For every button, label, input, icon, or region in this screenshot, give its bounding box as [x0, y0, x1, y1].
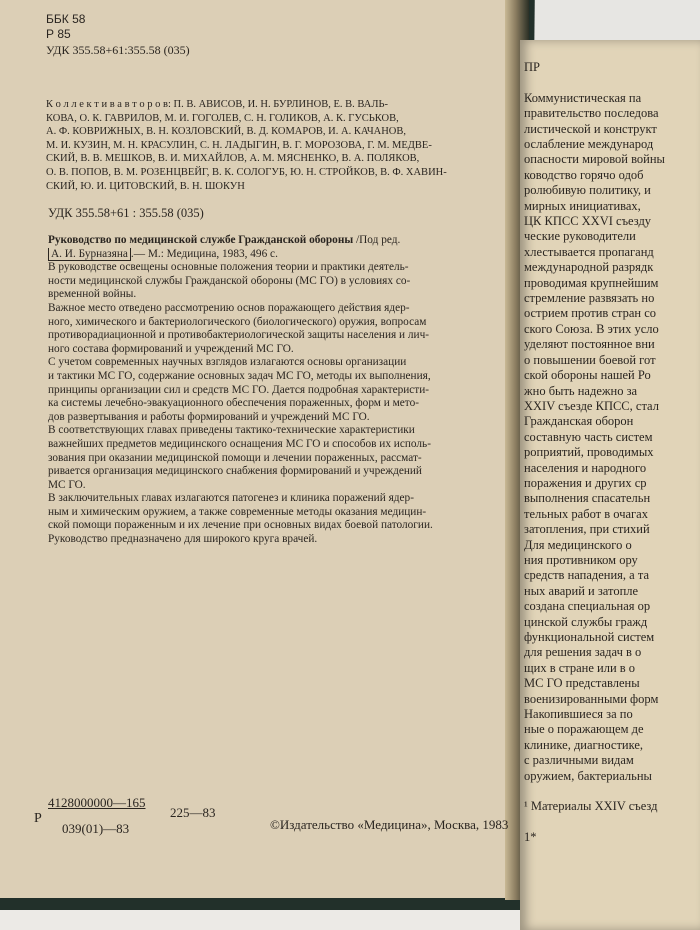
body-line: В соответствующих главах приведены тактико-технические характеристики	[48, 424, 415, 437]
right-page-line: создана специальная ор	[524, 599, 651, 614]
right-page-line: роприятий, проводимых	[524, 445, 654, 460]
authors-block	[46, 98, 496, 193]
code-tail: 225—83	[170, 805, 216, 820]
body-line: ривается организация медицинского снабжения формирований и учреждений	[48, 465, 422, 478]
body-line: зования при оказании медицинской помощи и лечении пораженных, рассмат-	[48, 451, 422, 464]
right-page-line: МС ГО представлены	[524, 676, 640, 691]
right-page-line: выполнения спасательн	[524, 491, 651, 506]
authors-line: КОВА, О. К. ГАВРИЛОВ, М. И. ГОГОЛЕВ, С. Н. ГОЛИКОВ, А. К. ГУСЬКОВ,	[46, 112, 399, 124]
right-page-line: Коммунистическая па	[524, 90, 642, 105]
right-page-line: мирных инициативах,	[524, 198, 641, 213]
right-page-line: ных аварий и затопле	[524, 583, 639, 598]
udk-top: УДК 355.58+61:355.58 (035)	[46, 43, 190, 57]
right-page-line: функциональной систем	[524, 630, 655, 645]
copyright-line: ©Издательство «Медицина», Москва, 1983	[270, 817, 509, 832]
code-numerator: 4128000000—165	[48, 795, 146, 810]
body-line: ности медицинской службы Гражданской обороны (МС ГО) в условиях со-	[48, 274, 411, 287]
right-page-line: клинике, диагностике,	[524, 737, 644, 752]
right-page-line: уделяют постоянное вни	[524, 337, 655, 352]
body-line: ного, химического и бактериологического (биологического) оружия, вопросам	[48, 315, 427, 328]
right-page-line	[524, 75, 700, 90]
right-page-line: ролюбивую политику, и	[524, 183, 651, 198]
right-page-line: ¹ Материалы XXIV съезд	[524, 799, 658, 814]
right-page-line: ния противником ору	[524, 552, 638, 567]
right-page-line: средств нападения, а та	[524, 568, 650, 583]
right-page-line: Накопившиеся за по	[524, 707, 633, 722]
right-page-line: ководство горячо одоб	[524, 167, 644, 182]
authors-line: К о л л е к т и в а в т о р о в: П. В. АВИСОВ, И. Н. БУРЛИНОВ, Е. В. ВАЛЬ-	[46, 99, 389, 110]
body-line: дов развертывания и работы формирований и учреждений МС ГО.	[48, 410, 370, 423]
body-line: принципы организации сил и средств МС ГО. Дается подробная характеристи-	[48, 383, 430, 396]
authors-line: А. Ф. КОВРИЖНЫХ, В. Н. КОЗЛОВСКИЙ, В. Д. КОМАРОВ, И. А. КАЧАНОВ,	[46, 126, 407, 138]
title-line	[48, 234, 498, 248]
right-page-line: о повышении боевой гот	[524, 352, 656, 367]
right-page-line: 1*	[524, 830, 537, 845]
right-page-line: ные о поражающем де	[524, 722, 644, 737]
body-line: Важное место отведено рассмотрению основ поражающего действия ядер-	[48, 301, 410, 314]
right-page-line: международной разрядк	[524, 260, 654, 275]
editor-name: А. И. Бурназяна	[48, 248, 131, 261]
body-line: В заключительных главах излагаются патогенез и клиника поражений ядер-	[48, 492, 414, 505]
right-page-line: ческие руководители	[524, 229, 636, 244]
code-denominator: 039(01)—83	[62, 821, 130, 836]
body-line: ного состава формирований и учреждений МС ГО.	[48, 342, 294, 355]
right-page-line: для решения задач в о	[524, 645, 642, 660]
right-page-line: составную часть систем	[524, 429, 653, 444]
right-page-text	[524, 60, 700, 846]
authors-line: СКИЙ, Ю. И. ЦИТОВСКИЙ, В. Н. ШОКУН	[46, 180, 245, 192]
authors-line: СКИЙ, В. В. МЕШКОВ, В. И. МИХАЙЛОВ, А. М. МЯСНЕНКО, В. А. ПОЛЯКОВ,	[46, 153, 420, 165]
right-page-line: XXIV съезде КПСС, стал	[524, 398, 659, 413]
body-line: В руководстве освещены основные положения теории и практики деятель-	[48, 261, 409, 274]
body-line: и тактики МС ГО, содержание основных задач МС ГО, методы их выполнения,	[48, 369, 431, 382]
right-page-line: проводимая крупнейшим	[524, 275, 659, 290]
bbk-code: ББК 58	[46, 12, 86, 26]
right-page-line: поражения и других ср	[524, 475, 647, 490]
right-page-line: с различными видам	[524, 753, 634, 768]
right-page-line: оружием, бактериальны	[524, 768, 652, 783]
body-lines	[48, 261, 498, 546]
right-page-line: ской обороны нашей Ро	[524, 368, 651, 383]
authors-line: О. В. ПОПОВ, В. М. РОЗЕНЦВЕЙГ, В. К. СОЛОГУБ, Ю. Н. СТРОЙКОВ, В. Ф. ХАВИН-	[46, 166, 447, 178]
body-line: ным и химическим оружием, а также современные методы оказания медицин-	[48, 505, 427, 518]
body-line: ка системы лечебно-эвакуационного обеспечения пораженных, форм и мето-	[48, 397, 420, 410]
body-line: противорадиационной и противобактериологической защиты населения и лич-	[48, 329, 430, 342]
body-line: важнейших предметов медицинского оснащения МС ГО и способов их исполь-	[48, 437, 431, 450]
right-page-line: ского Союза. В этих усло	[524, 321, 659, 336]
right-page-line: ЦК КПСС XXVI съезду	[524, 214, 652, 229]
body-line: С учетом современных научных взглядов излагаются основы организации	[48, 356, 407, 369]
body-line: ской помощи пораженным и их лечение при основных видах боевой патологии.	[48, 519, 433, 532]
body-line: МС ГО.	[48, 478, 86, 491]
code-p: Р	[34, 811, 42, 826]
annotation-block	[48, 234, 498, 547]
right-page-line: щих в стране или в о	[524, 660, 636, 675]
title-tail: /Под ред.	[356, 234, 401, 246]
body-line: временной войны.	[48, 288, 137, 301]
right-page-line: жно быть надежно за	[524, 383, 638, 398]
right-page-line: стремление развязать но	[524, 291, 655, 306]
right-page-line: Гражданская оборон	[524, 414, 634, 429]
body-line: Руководство предназначено для широкого круга врачей.	[48, 533, 318, 546]
right-page-line: Для медицинского о	[524, 537, 632, 552]
r-code: Р 85	[46, 27, 71, 41]
right-page-line: ослабление международ	[524, 137, 654, 152]
udk-mid: УДК 355.58+61 : 355.58 (035)	[48, 206, 204, 220]
right-page-line: тельных работ в очагах	[524, 506, 648, 521]
right-page-line: правительство последова	[524, 106, 659, 121]
right-page-line: хлестывается пропаганд	[524, 244, 654, 259]
right-page-line	[524, 815, 700, 830]
right-page-line: затопления, при стихий	[524, 522, 650, 537]
right-page-line: военизированными форм	[524, 691, 659, 706]
imprint-line	[48, 248, 498, 262]
right-page-line: острием против стран со	[524, 306, 657, 321]
book-title: Руководство по медицинской службе Гражданской обороны	[48, 234, 354, 246]
right-page-line: цинской службы гражд	[524, 614, 648, 629]
authors-line: М. И. КУЗИН, М. Н. КРАСУЛИН, С. Н. ЛАДЫГИН, В. Г. МОРОЗОВА, Г. М. МЕДВЕ-	[46, 139, 432, 151]
right-page-line	[524, 784, 700, 799]
right-page-line: населения и народного	[524, 460, 647, 475]
right-page-line: ПР	[524, 60, 540, 74]
right-page-line: листической и конструкт	[524, 121, 657, 136]
imprint: .— М.: Медицина, 1983, 496 с.	[130, 247, 278, 260]
right-page-line: опасности мировой войны	[524, 152, 665, 167]
